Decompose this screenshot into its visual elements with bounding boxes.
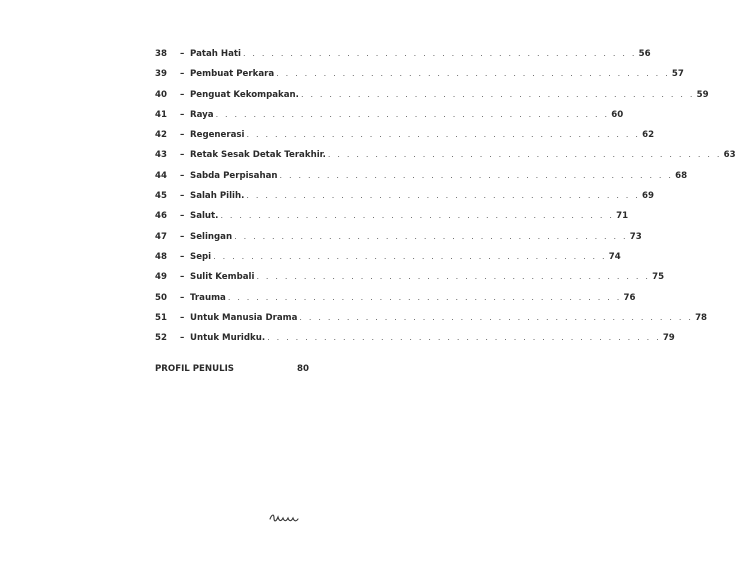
script-ornament-icon bbox=[268, 508, 300, 528]
entry-number: 44 bbox=[155, 170, 167, 181]
entry-number: 38 bbox=[155, 49, 167, 59]
entry-title: Sulit Kembali bbox=[190, 272, 255, 283]
entry-title: Untuk Manusia Drama bbox=[190, 312, 298, 323]
toc-entry[interactable] bbox=[155, 231, 642, 252]
entry-number: 39 bbox=[155, 69, 167, 80]
entry-title: Retak Sesak Detak Terakhir. bbox=[190, 150, 326, 161]
entry-dash: – bbox=[180, 292, 185, 303]
entry-title: Trauma bbox=[190, 292, 226, 303]
profile-label: PROFIL PENULIS bbox=[155, 364, 234, 374]
toc-entry[interactable] bbox=[155, 69, 684, 89]
entry-number: 47 bbox=[155, 231, 167, 242]
entry-title: Sabda Perpisahan bbox=[190, 170, 278, 181]
dot-leader: . . . . . . . . . . . . . . . . . . . . . . . . . . . . . . . . . . . . . . . . . . bbox=[256, 272, 651, 282]
entry-title: Raya bbox=[190, 109, 214, 120]
author-profile-entry[interactable] bbox=[155, 364, 309, 374]
entry-dash: – bbox=[180, 333, 185, 344]
entry-dash: – bbox=[180, 49, 185, 59]
entry-dash: – bbox=[180, 69, 185, 80]
dot-leader: . . . . . . . . . . . . . . . . . . . . . . . . . . . . . . . . . . . . . . . . . . bbox=[234, 231, 628, 241]
entry-page: 68 bbox=[675, 170, 688, 181]
entry-page: 71 bbox=[616, 211, 629, 222]
entry-dash: – bbox=[180, 251, 185, 262]
entry-title: Pembuat Perkara bbox=[190, 69, 275, 80]
entry-number: 43 bbox=[155, 150, 167, 161]
entry-dash: – bbox=[180, 211, 185, 222]
toc-entry[interactable] bbox=[155, 89, 709, 110]
dot-leader: . . . . . . . . . . . . . . . . . . . . . . . . . . . . . . . . . . . . . . . . . . bbox=[327, 150, 722, 160]
entry-dash: – bbox=[180, 130, 185, 141]
entry-title: Patah Hati bbox=[190, 49, 241, 59]
entry-dash: – bbox=[180, 170, 185, 181]
entry-page: 69 bbox=[642, 191, 655, 202]
entry-title: Salah Pilih. bbox=[190, 191, 245, 202]
entry-title: Salut. bbox=[190, 211, 219, 222]
entry-dash: – bbox=[180, 272, 185, 283]
entry-number: 40 bbox=[155, 89, 167, 100]
entry-page: 73 bbox=[629, 231, 642, 242]
dot-leader: . . . . . . . . . . . . . . . . . . . . . . . . . . . . . . . . . . . . . . . . . . bbox=[279, 170, 674, 180]
entry-title: Regenerasi bbox=[190, 130, 245, 141]
dot-leader: . . . . . . . . . . . . . . . . . . . . . . . . . . . . . . . . . . . . . . . . . . bbox=[227, 292, 622, 302]
toc-entry[interactable] bbox=[155, 211, 629, 231]
toc-entry[interactable] bbox=[155, 150, 736, 170]
toc-entry[interactable] bbox=[155, 191, 655, 211]
entry-dash: – bbox=[180, 89, 185, 100]
entry-page: 62 bbox=[642, 130, 655, 141]
toc-entry[interactable] bbox=[155, 49, 651, 69]
entry-page: 74 bbox=[608, 251, 621, 262]
entry-number: 51 bbox=[155, 312, 167, 323]
entry-dash: – bbox=[180, 231, 185, 242]
dot-leader: . . . . . . . . . . . . . . . . . . . . . . . . . . . . . . . . . . . . . . . . . . bbox=[246, 130, 641, 140]
entry-page: 59 bbox=[696, 89, 709, 100]
entry-page: 79 bbox=[662, 333, 675, 344]
toc-entry[interactable] bbox=[155, 292, 636, 313]
dot-leader: . . . . . . . . . . . . . . . . . . . . . . . . . . . . . . . . . . . . . . . . . . bbox=[213, 251, 607, 261]
toc-entry[interactable] bbox=[155, 251, 621, 272]
toc-entry[interactable] bbox=[155, 272, 665, 292]
entry-title: Sepi bbox=[190, 251, 212, 262]
entry-title: Untuk Muridku. bbox=[190, 333, 266, 344]
entry-number: 49 bbox=[155, 272, 167, 283]
entry-page: 76 bbox=[623, 292, 636, 303]
entry-number: 42 bbox=[155, 130, 167, 141]
dot-leader: . . . . . . . . . . . . . . . . . . . . . . . . . . . . . . . . . . . . . . . . . . bbox=[242, 49, 637, 58]
entry-dash: – bbox=[180, 191, 185, 202]
toc-entry[interactable] bbox=[155, 333, 675, 353]
dot-leader: . . . . . . . . . . . . . . . . . . . . . . . . . . . . . . . . . . . . . . . . . . bbox=[215, 109, 610, 119]
dot-leader: . . . . . . . . . . . . . . . . . . . . . . . . . . . . . . . . . . . . . . . . . . bbox=[299, 312, 694, 322]
entry-title: Selingan bbox=[190, 231, 233, 242]
toc-entry[interactable] bbox=[155, 130, 655, 150]
entry-number: 48 bbox=[155, 251, 167, 262]
dot-leader: . . . . . . . . . . . . . . . . . . . . . . . . . . . . . . . . . . . . . . . . . . bbox=[267, 333, 661, 343]
toc-entry[interactable] bbox=[155, 170, 688, 191]
entry-number: 52 bbox=[155, 333, 167, 344]
entry-dash: – bbox=[180, 312, 185, 323]
toc-entry[interactable] bbox=[155, 109, 624, 130]
dot-leader: . . . . . . . . . . . . . . . . . . . . . . . . . . . . . . . . . . . . . . . . . . bbox=[220, 211, 615, 221]
entry-dash: – bbox=[180, 109, 185, 120]
entry-number: 45 bbox=[155, 191, 167, 202]
entry-page: 78 bbox=[695, 312, 708, 323]
table-of-contents bbox=[155, 49, 736, 353]
entry-page: 63 bbox=[723, 150, 736, 161]
dot-leader: . . . . . . . . . . . . . . . . . . . . . . . . . . . . . . . . . . . . . . . . . . bbox=[300, 89, 695, 99]
entry-page: 60 bbox=[611, 109, 624, 120]
entry-number: 41 bbox=[155, 109, 167, 120]
entry-number: 46 bbox=[155, 211, 167, 222]
entry-page: 56 bbox=[638, 49, 651, 59]
entry-page: 57 bbox=[671, 69, 684, 80]
dot-leader: . . . . . . . . . . . . . . . . . . . . . . . . . . . . . . . . . . . . . . . . . . bbox=[276, 69, 670, 79]
entry-title: Penguat Kekompakan. bbox=[190, 89, 299, 100]
entry-dash: – bbox=[180, 150, 185, 161]
profile-page: 80 bbox=[297, 364, 309, 374]
toc-entry[interactable] bbox=[155, 312, 708, 333]
entry-page: 75 bbox=[652, 272, 665, 283]
dot-leader: . . . . . . . . . . . . . . . . . . . . . . . . . . . . . . . . . . . . . . . . . . bbox=[246, 191, 641, 201]
entry-number: 50 bbox=[155, 292, 167, 303]
